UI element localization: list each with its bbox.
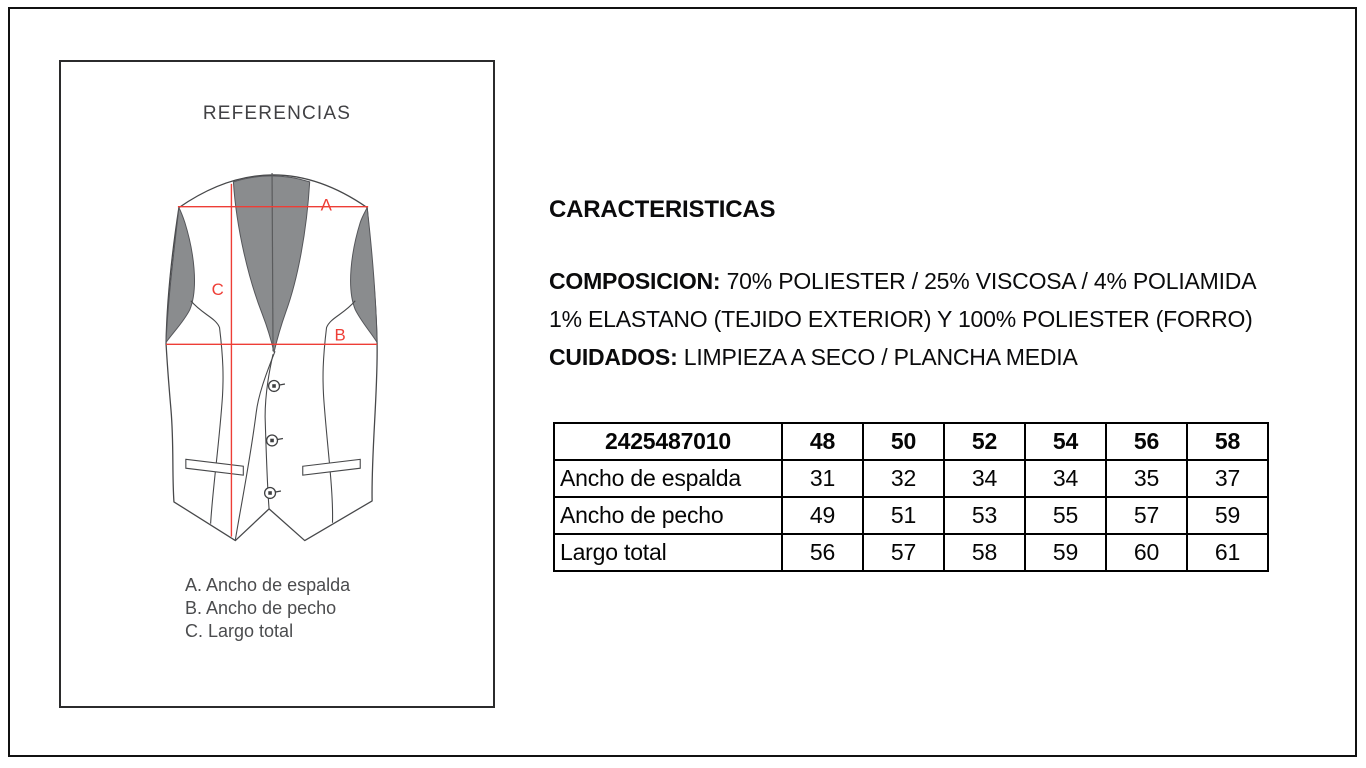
value-cell: 34 — [944, 460, 1025, 497]
table-row-largo — [554, 534, 1268, 571]
value-cell: 49 — [782, 497, 863, 534]
size-table-header-row — [554, 423, 1268, 460]
table-row-espalda — [554, 460, 1268, 497]
measure-label-b: B — [334, 325, 346, 345]
care-value: LIMPIEZA A SECO / PLANCHA MEDIA — [683, 344, 1078, 370]
value-cell: 59 — [1025, 534, 1106, 571]
composition-line-1 — [549, 262, 1256, 300]
composition-value: 70% POLIESTER / 25% VISCOSA / 4% POLIAMIDA — [726, 268, 1257, 294]
row-label-cell: Ancho de pecho — [554, 497, 782, 534]
row-label-cell: Largo total — [554, 534, 782, 571]
size-header-cell: 50 — [863, 423, 944, 460]
table-row-pecho — [554, 497, 1268, 534]
value-cell: 57 — [1106, 497, 1187, 534]
value-cell: 60 — [1106, 534, 1187, 571]
reference-number-cell: 2425487010 — [554, 423, 782, 460]
characteristics-text — [549, 262, 1256, 376]
size-header-cell: 48 — [782, 423, 863, 460]
value-cell: 34 — [1025, 460, 1106, 497]
measurement-legend — [185, 574, 350, 643]
value-cell: 51 — [863, 497, 944, 534]
size-table — [553, 422, 1269, 572]
legend-item-a: A. Ancho de espalda — [185, 575, 351, 595]
composition-label: COMPOSICION: — [549, 268, 721, 294]
value-cell: 35 — [1106, 460, 1187, 497]
value-cell: 31 — [782, 460, 863, 497]
value-cell: 57 — [863, 534, 944, 571]
measure-label-c: C — [211, 279, 224, 299]
value-cell: 58 — [944, 534, 1025, 571]
value-cell: 55 — [1025, 497, 1106, 534]
care-label: CUIDADOS: — [549, 344, 678, 370]
value-cell: 61 — [1187, 534, 1268, 571]
size-header-cell: 58 — [1187, 423, 1268, 460]
value-cell: 59 — [1187, 497, 1268, 534]
value-cell: 32 — [863, 460, 944, 497]
reference-panel — [59, 60, 495, 708]
legend-item-b: B. Ancho de pecho — [185, 598, 337, 618]
composition-line-2: 1% ELASTANO (TEJIDO EXTERIOR) Y 100% POLIESTER (FORRO) — [549, 306, 1253, 332]
value-cell: 53 — [944, 497, 1025, 534]
value-cell: 56 — [782, 534, 863, 571]
legend-item-c: C. Largo total — [185, 621, 294, 641]
characteristics-heading: CARACTERISTICAS — [549, 196, 776, 223]
value-cell: 37 — [1187, 460, 1268, 497]
measure-label-a: A — [320, 195, 332, 215]
size-header-cell: 52 — [944, 423, 1025, 460]
reference-panel-title: REFERENCIAS — [202, 103, 352, 124]
care-line — [549, 338, 1256, 376]
size-header-cell: 54 — [1025, 423, 1106, 460]
row-label-cell: Ancho de espalda — [554, 460, 782, 497]
size-header-cell: 56 — [1106, 423, 1187, 460]
